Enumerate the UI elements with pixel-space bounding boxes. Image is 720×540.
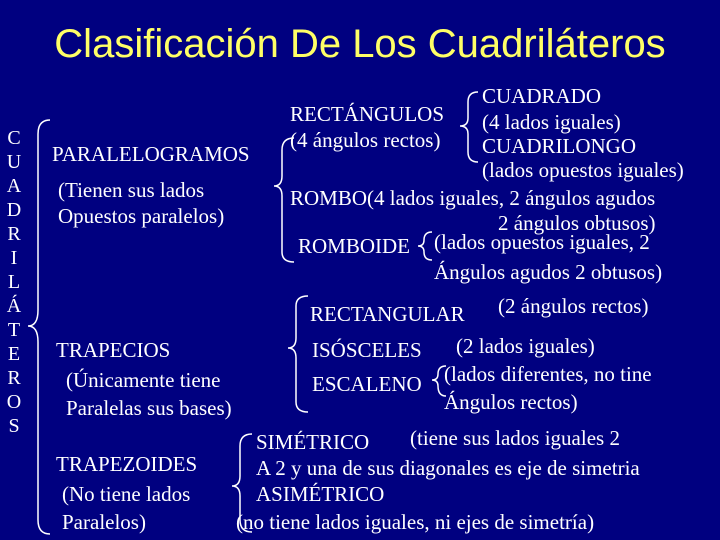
simetrico-line-1: (tiene sus lados iguales 2 bbox=[410, 426, 620, 450]
vertical-letter: O bbox=[6, 391, 22, 413]
vertical-letter: R bbox=[7, 367, 21, 389]
slide-title: Clasificación De Los Cuadriláteros bbox=[54, 22, 666, 66]
escaleno-line-1: (lados diferentes, no tine bbox=[444, 362, 652, 386]
romboide-line-1: (lados opuestos iguales, 2 bbox=[434, 230, 650, 254]
simetrico-line-2: A 2 y una de sus diagonales es eje de simetria bbox=[256, 456, 640, 480]
brace-trapecios bbox=[288, 296, 308, 412]
escaleno-label: ESCALENO bbox=[312, 372, 422, 396]
cuadrado-desc: (4 lados iguales) bbox=[482, 110, 621, 134]
brace-romboide bbox=[418, 232, 432, 260]
vertical-letter: R bbox=[7, 223, 21, 245]
trapezoides-desc-line-1: (No tiene lados bbox=[62, 482, 191, 506]
brace-main bbox=[28, 120, 50, 534]
vertical-letter: S bbox=[8, 415, 20, 437]
vertical-letter: E bbox=[7, 343, 21, 365]
rectangulos-label: RECTÁNGULOS bbox=[290, 102, 445, 126]
rectangular-label: RECTANGULAR bbox=[310, 302, 465, 326]
romboide-label: ROMBOIDE bbox=[298, 234, 411, 258]
simetrico-label: SIMÉTRICO bbox=[256, 430, 370, 454]
paralelogramos-label: PARALELOGRAMOS bbox=[52, 142, 250, 166]
rombo-line-1: ROMBO(4 lados iguales, 2 ángulos agudos bbox=[290, 186, 656, 210]
cuadrilongo-label: CUADRILONGO bbox=[482, 134, 636, 158]
asimetrico-label: ASIMÉTRICO bbox=[256, 482, 385, 506]
rectangular-desc: (2 ángulos rectos) bbox=[498, 294, 649, 318]
isosceles-desc: (2 lados iguales) bbox=[456, 334, 595, 358]
brace-rectangulos bbox=[460, 92, 478, 162]
trapezoides-desc-line-2: Paralelos) bbox=[62, 510, 146, 534]
trapecios-desc-line-2: Paralelas sus bases) bbox=[66, 396, 232, 420]
isosceles-label: ISÓSCELES bbox=[312, 338, 422, 362]
vertical-letter: A bbox=[6, 175, 22, 197]
rombo-line-2: 2 ángulos obtusos) bbox=[498, 211, 656, 235]
paralelogramos-desc-line-2: Opuestos paralelos) bbox=[58, 204, 225, 228]
vertical-letter: L bbox=[7, 271, 21, 293]
rectangulos-desc: (4 ángulos rectos) bbox=[290, 128, 441, 152]
vertical-letter: D bbox=[6, 199, 22, 221]
vertical-letter: C bbox=[7, 127, 21, 149]
escaleno-line-2: Ángulos rectos) bbox=[444, 390, 578, 414]
vertical-letter: T bbox=[7, 319, 21, 341]
vertical-letter: Á bbox=[6, 295, 22, 317]
trapecios-label: TRAPECIOS bbox=[56, 338, 171, 362]
asimetrico-desc: (no tiene lados iguales, ni ejes de simetría) bbox=[236, 510, 595, 534]
cuadrilongo-desc: (lados opuestos iguales) bbox=[482, 158, 684, 182]
trapecios-desc-line-1: (Únicamente tiene bbox=[66, 368, 221, 392]
trapezoides-label: TRAPEZOIDES bbox=[56, 452, 198, 476]
paralelogramos-desc-line-1: (Tienen sus lados bbox=[58, 178, 205, 202]
vertical-letter: U bbox=[6, 151, 22, 173]
romboide-line-2: Ángulos agudos 2 obtusos) bbox=[434, 260, 663, 284]
vertical-letter: I bbox=[10, 247, 18, 269]
cuadrado-label: CUADRADO bbox=[482, 84, 602, 108]
